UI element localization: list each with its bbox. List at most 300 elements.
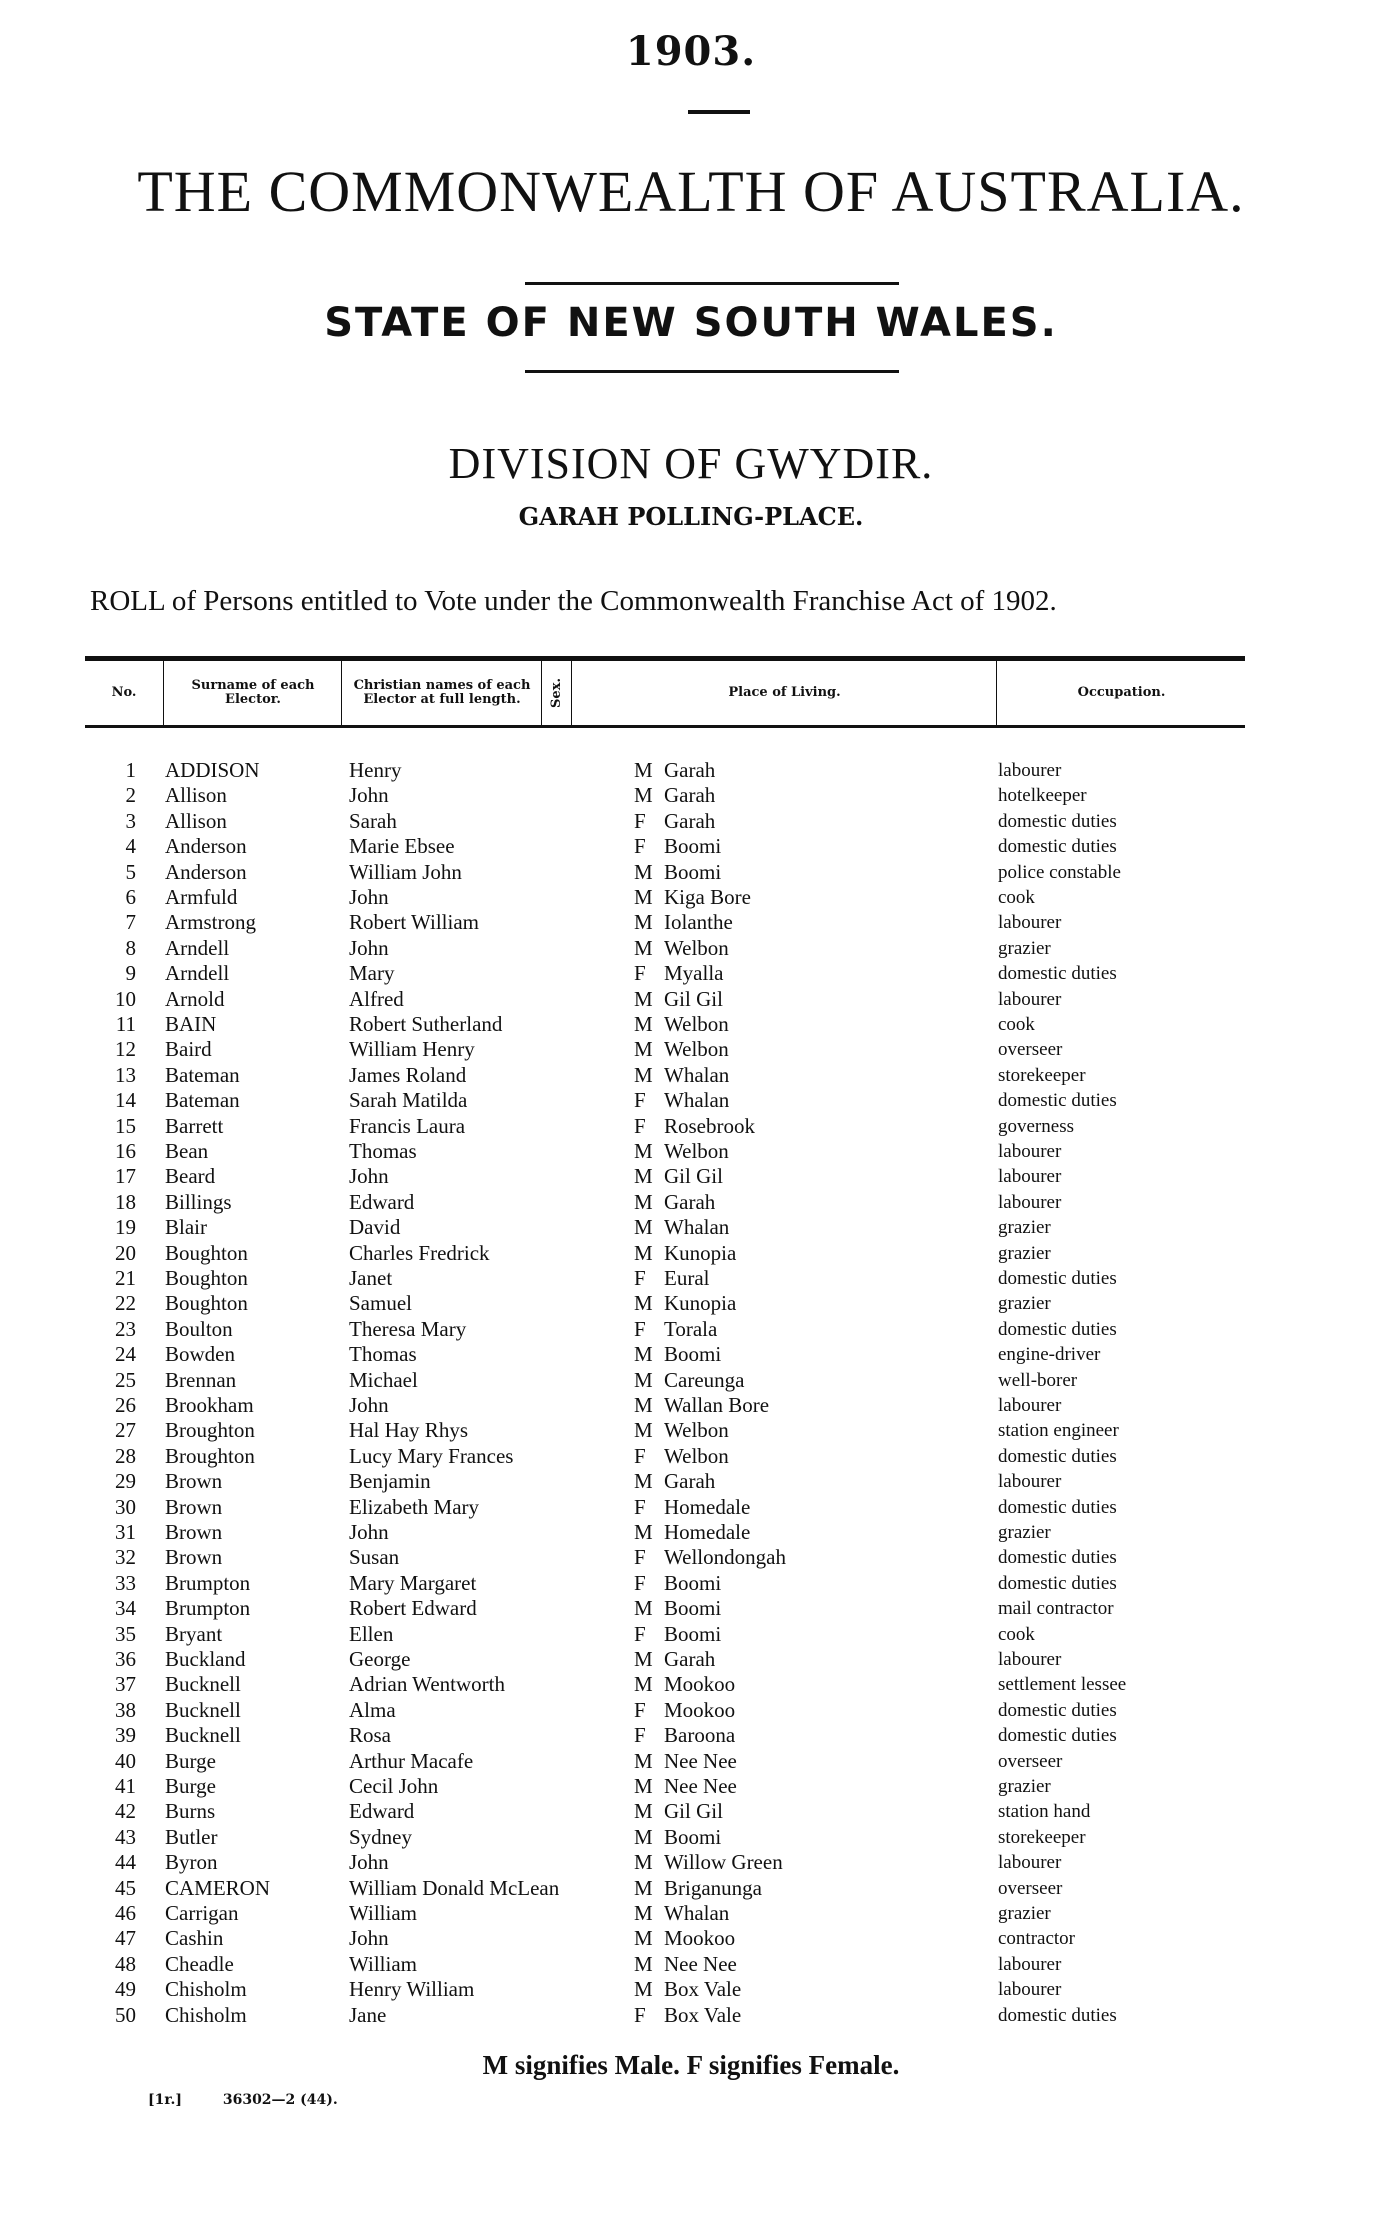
elector-no: 45 bbox=[115, 1875, 136, 1900]
elector-surname: Bucknell bbox=[165, 1697, 241, 1722]
elector-surname: Bowden bbox=[165, 1342, 235, 1367]
elector-surname: Brennan bbox=[165, 1367, 237, 1392]
elector-surname: Buckland bbox=[165, 1647, 246, 1671]
footer bbox=[148, 2092, 374, 2108]
elector-christian-names: William bbox=[349, 1951, 417, 1976]
elector-christian-names: John bbox=[349, 783, 389, 808]
elector-place: Homedale bbox=[664, 1494, 751, 1519]
elector-no: 35 bbox=[115, 1621, 136, 1646]
elector-sex: M bbox=[634, 1596, 653, 1621]
elector-sex: M bbox=[634, 1799, 653, 1824]
elector-occupation: domestic duties bbox=[998, 1090, 1117, 1112]
elector-surname: Allison bbox=[165, 783, 227, 808]
elector-sex: F bbox=[634, 1621, 646, 1646]
elector-christian-names: Ellen bbox=[349, 1621, 394, 1646]
elector-place: Welbon bbox=[664, 1418, 729, 1443]
table-row bbox=[0, 1723, 1382, 1748]
elector-place: Whalan bbox=[664, 1901, 730, 1925]
elector-no: 11 bbox=[115, 1012, 136, 1036]
elector-sex: F bbox=[634, 1088, 646, 1113]
state-heading: STATE OF NEW SOUTH WALES. bbox=[324, 300, 1058, 346]
elector-place: Garah bbox=[664, 1647, 716, 1671]
elector-no: 46 bbox=[115, 1901, 136, 1925]
division-heading: DIVISION OF GWYDIR. bbox=[448, 439, 934, 488]
elector-christian-names: Robert William bbox=[349, 910, 479, 935]
elector-christian-names: Sydney bbox=[349, 1824, 412, 1849]
elector-occupation: station hand bbox=[998, 1801, 1091, 1823]
table-row bbox=[0, 1037, 1382, 1062]
elector-occupation: labourer bbox=[998, 1471, 1062, 1493]
elector-place: Whalan bbox=[664, 1062, 730, 1087]
elector-occupation: labourer bbox=[998, 988, 1062, 1010]
elector-no: 7 bbox=[125, 910, 136, 935]
table-row bbox=[0, 1799, 1382, 1824]
elector-surname: Chisholm bbox=[165, 2002, 247, 2027]
elector-no: 17 bbox=[115, 1164, 136, 1189]
elector-sex: M bbox=[634, 1647, 653, 1671]
elector-sex: M bbox=[634, 885, 653, 909]
elector-christian-names: Hal Hay Rhys bbox=[349, 1418, 468, 1443]
rule-title bbox=[525, 282, 899, 285]
elector-christian-names: Michael bbox=[349, 1367, 418, 1392]
elector-christian-names: Robert Sutherland bbox=[349, 1012, 503, 1036]
elector-occupation: domestic duties bbox=[998, 963, 1117, 985]
table-row bbox=[0, 1825, 1382, 1850]
elector-occupation: grazier bbox=[998, 1293, 1051, 1315]
elector-place: Welbon bbox=[664, 1037, 729, 1062]
elector-surname: Butler bbox=[165, 1824, 218, 1849]
elector-occupation: labourer bbox=[998, 1979, 1062, 2001]
elector-sex: M bbox=[634, 1520, 653, 1544]
table-row bbox=[0, 987, 1382, 1012]
elector-occupation: domestic duties bbox=[998, 1445, 1117, 1467]
elector-sex: M bbox=[634, 1240, 653, 1265]
table-row bbox=[0, 1977, 1382, 2002]
elector-no: 21 bbox=[115, 1266, 136, 1290]
elector-no: 9 bbox=[125, 961, 136, 986]
elector-surname: BAIN bbox=[165, 1012, 217, 1036]
elector-christian-names: Samuel bbox=[349, 1291, 412, 1316]
col-occupation: Occupation. bbox=[996, 661, 1246, 725]
elector-surname: Arnold bbox=[165, 986, 225, 1011]
elector-surname: Cheadle bbox=[165, 1951, 234, 1976]
elector-no: 18 bbox=[115, 1189, 136, 1214]
polling-place: GARAH POLLING-PLACE. bbox=[518, 502, 864, 531]
elector-christian-names: Mary bbox=[349, 961, 395, 986]
elector-sex: F bbox=[634, 961, 646, 986]
elector-surname: Brown bbox=[165, 1520, 223, 1544]
elector-place: Kunopia bbox=[664, 1240, 737, 1265]
table-row bbox=[0, 2003, 1382, 2028]
elector-sex: M bbox=[634, 1062, 653, 1087]
elector-place: Garah bbox=[664, 1469, 716, 1494]
elector-occupation: labourer bbox=[998, 1852, 1062, 1874]
elector-surname: Barrett bbox=[165, 1113, 224, 1138]
table-row bbox=[0, 1952, 1382, 1977]
elector-surname: Bean bbox=[165, 1139, 209, 1163]
elector-place: Welbon bbox=[664, 935, 729, 960]
elector-no: 32 bbox=[115, 1545, 136, 1570]
elector-occupation: labourer bbox=[998, 760, 1062, 781]
table-row bbox=[0, 1749, 1382, 1774]
elector-place: Boomi bbox=[664, 834, 722, 859]
elector-occupation: labourer bbox=[998, 1953, 1062, 1975]
rule-year bbox=[688, 110, 750, 114]
elector-surname: Armfuld bbox=[165, 885, 238, 909]
elector-place: Mookoo bbox=[664, 1672, 736, 1697]
elector-christian-names: Edward bbox=[349, 1799, 415, 1824]
elector-place: Nee Nee bbox=[664, 1748, 737, 1773]
elector-place: Mookoo bbox=[664, 1697, 736, 1722]
elector-occupation: governess bbox=[998, 1115, 1074, 1137]
table-header bbox=[85, 656, 1245, 728]
table-row bbox=[0, 1393, 1382, 1418]
table-row bbox=[0, 1698, 1382, 1723]
elector-christian-names: John bbox=[349, 1393, 389, 1417]
elector-occupation: hotelkeeper bbox=[998, 785, 1087, 807]
elector-place: Welbon bbox=[664, 1012, 729, 1036]
elector-surname: Chisholm bbox=[165, 1977, 247, 2002]
elector-christian-names: Cecil John bbox=[349, 1774, 439, 1798]
page-title: THE COMMONWEALTH OF AUSTRALIA. bbox=[137, 159, 1245, 224]
elector-christian-names: John bbox=[349, 1520, 389, 1544]
table-row bbox=[0, 1317, 1382, 1342]
elector-place: Whalan bbox=[664, 1088, 730, 1113]
elector-place: Boomi bbox=[664, 859, 722, 884]
elector-christian-names: David bbox=[349, 1215, 401, 1240]
elector-place: Garah bbox=[664, 758, 716, 782]
elector-no: 30 bbox=[115, 1494, 136, 1519]
elector-surname: Brown bbox=[165, 1469, 223, 1494]
elector-no: 44 bbox=[115, 1850, 136, 1875]
elector-occupation: settlement lessee bbox=[998, 1674, 1127, 1696]
elector-place: Briganunga bbox=[664, 1875, 762, 1900]
elector-occupation: grazier bbox=[998, 1242, 1051, 1264]
elector-no: 22 bbox=[115, 1291, 136, 1316]
table-row bbox=[0, 936, 1382, 961]
elector-christian-names: Alfred bbox=[349, 986, 404, 1011]
elector-occupation: domestic duties bbox=[998, 1547, 1117, 1569]
elector-place: Boomi bbox=[664, 1342, 722, 1367]
elector-surname: Bateman bbox=[165, 1088, 240, 1113]
elector-christian-names: John bbox=[349, 1164, 389, 1189]
elector-occupation: well-borer bbox=[998, 1369, 1078, 1391]
elector-sex: F bbox=[634, 1494, 646, 1519]
elector-no: 15 bbox=[115, 1113, 136, 1138]
elector-surname: Byron bbox=[165, 1850, 218, 1875]
elector-sex: M bbox=[634, 859, 653, 884]
elector-surname: Burge bbox=[165, 1774, 216, 1798]
elector-surname: Burge bbox=[165, 1748, 216, 1773]
elector-christian-names: John bbox=[349, 885, 389, 909]
elector-christian-names: John bbox=[349, 1850, 389, 1875]
elector-place: Rosebrook bbox=[664, 1113, 755, 1138]
elector-occupation: overseer bbox=[998, 1750, 1063, 1772]
table-row bbox=[0, 1647, 1382, 1672]
elector-christian-names: Francis Laura bbox=[349, 1113, 466, 1138]
elector-no: 41 bbox=[115, 1774, 136, 1798]
elector-sex: M bbox=[634, 1367, 653, 1392]
elector-place: Welbon bbox=[664, 1139, 729, 1163]
elector-sex: M bbox=[634, 1418, 653, 1443]
elector-no: 20 bbox=[115, 1240, 136, 1265]
elector-no: 38 bbox=[115, 1697, 136, 1722]
elector-surname: Bucknell bbox=[165, 1723, 241, 1748]
elector-place: Kunopia bbox=[664, 1291, 737, 1316]
elector-surname: Bryant bbox=[165, 1621, 223, 1646]
elector-surname: Burns bbox=[165, 1799, 216, 1824]
elector-occupation: labourer bbox=[998, 1166, 1062, 1188]
elector-sex: F bbox=[634, 1316, 646, 1341]
table-row bbox=[0, 1139, 1382, 1164]
table-row bbox=[0, 783, 1382, 808]
elector-christian-names: Henry William bbox=[349, 1977, 475, 2002]
elector-sex: M bbox=[634, 1139, 653, 1163]
elector-occupation: grazier bbox=[998, 937, 1051, 959]
elector-no: 3 bbox=[125, 808, 136, 833]
elector-place: Garah bbox=[664, 783, 716, 808]
elector-place: Boomi bbox=[664, 1570, 722, 1595]
elector-occupation: grazier bbox=[998, 1776, 1051, 1797]
table-row bbox=[0, 1215, 1382, 1240]
elector-surname: Armstrong bbox=[165, 910, 256, 935]
table-row bbox=[0, 1063, 1382, 1088]
elector-christian-names: Theresa Mary bbox=[349, 1316, 467, 1341]
elector-christian-names: Alma bbox=[349, 1697, 396, 1722]
elector-christian-names: Charles Fredrick bbox=[349, 1240, 490, 1265]
elector-sex: M bbox=[634, 1824, 653, 1849]
elector-christian-names: Rosa bbox=[349, 1723, 391, 1748]
elector-surname: Baird bbox=[165, 1037, 212, 1062]
elector-occupation: storekeeper bbox=[998, 1064, 1086, 1086]
elector-surname: ADDISON bbox=[165, 758, 260, 782]
roll-heading: ROLL of Persons entitled to Vote under the Commonwealth Franchise Act of 1902. bbox=[90, 585, 1057, 617]
elector-sex: F bbox=[634, 1697, 646, 1722]
elector-no: 25 bbox=[115, 1367, 136, 1392]
elector-christian-names: Benjamin bbox=[349, 1469, 431, 1494]
table-row bbox=[0, 1342, 1382, 1367]
elector-christian-names: John bbox=[349, 1926, 389, 1951]
elector-occupation: domestic duties bbox=[998, 2004, 1117, 2026]
elector-occupation: engine-driver bbox=[998, 1344, 1101, 1366]
elector-place: Mookoo bbox=[664, 1926, 736, 1951]
elector-surname: Carrigan bbox=[165, 1901, 239, 1925]
elector-sex: M bbox=[634, 1926, 653, 1951]
elector-no: 34 bbox=[115, 1596, 136, 1621]
table-row bbox=[0, 1774, 1382, 1799]
elector-surname: Brumpton bbox=[165, 1570, 251, 1595]
elector-no: 12 bbox=[115, 1037, 136, 1062]
elector-sex: M bbox=[634, 1977, 653, 2002]
table-row bbox=[0, 1291, 1382, 1316]
table-row bbox=[0, 1596, 1382, 1621]
elector-sex: M bbox=[634, 1393, 653, 1417]
elector-place: Gil Gil bbox=[664, 1164, 723, 1189]
elector-place: Nee Nee bbox=[664, 1774, 737, 1798]
table-row bbox=[0, 910, 1382, 935]
elector-occupation: police constable bbox=[998, 861, 1121, 883]
elector-place: Torala bbox=[664, 1316, 718, 1341]
table-row bbox=[0, 860, 1382, 885]
elector-surname: Brumpton bbox=[165, 1596, 251, 1621]
elector-place: Welbon bbox=[664, 1443, 729, 1468]
table-row bbox=[0, 758, 1382, 783]
elector-occupation: domestic duties bbox=[998, 1318, 1117, 1340]
elector-sex: M bbox=[634, 758, 653, 782]
elector-occupation: domestic duties bbox=[998, 836, 1117, 858]
elector-occupation: domestic duties bbox=[998, 1699, 1117, 1721]
elector-occupation: domestic duties bbox=[998, 1268, 1117, 1289]
elector-no: 19 bbox=[115, 1215, 136, 1240]
elector-place: Wellondongah bbox=[664, 1545, 786, 1570]
elector-no: 49 bbox=[115, 1977, 136, 2002]
table-row bbox=[0, 1622, 1382, 1647]
elector-no: 50 bbox=[115, 2002, 136, 2027]
elector-sex: F bbox=[634, 1443, 646, 1468]
col-sex bbox=[541, 661, 572, 725]
elector-sex: M bbox=[634, 910, 653, 935]
table-row bbox=[0, 1545, 1382, 1570]
elector-sex: F bbox=[634, 834, 646, 859]
elector-no: 31 bbox=[115, 1520, 136, 1544]
elector-surname: Arndell bbox=[165, 961, 230, 986]
elector-place: Myalla bbox=[664, 961, 724, 986]
elector-christian-names: William bbox=[349, 1901, 417, 1925]
elector-sex: M bbox=[634, 1875, 653, 1900]
elector-sex: F bbox=[634, 2002, 646, 2027]
table-row bbox=[0, 1444, 1382, 1469]
table-row bbox=[0, 1114, 1382, 1139]
elector-occupation: station engineer bbox=[998, 1420, 1119, 1442]
elector-surname: Anderson bbox=[165, 859, 247, 884]
elector-surname: Boughton bbox=[165, 1266, 248, 1290]
elector-occupation: storekeeper bbox=[998, 1826, 1086, 1848]
elector-christian-names: Sarah bbox=[349, 808, 397, 833]
elector-christian-names: Janet bbox=[349, 1266, 393, 1290]
elector-occupation: domestic duties bbox=[998, 1572, 1117, 1594]
col-no: No. bbox=[111, 685, 137, 700]
elector-place: Box Vale bbox=[664, 1977, 742, 2002]
elector-sex: F bbox=[634, 1266, 646, 1290]
elector-sex: M bbox=[634, 1215, 653, 1240]
elector-no: 37 bbox=[115, 1672, 136, 1697]
elector-place: Gil Gil bbox=[664, 986, 723, 1011]
elector-place: Garah bbox=[664, 1189, 716, 1214]
elector-christian-names: George bbox=[349, 1647, 411, 1671]
elector-place: Boomi bbox=[664, 1621, 722, 1646]
elector-sex: M bbox=[634, 1901, 653, 1925]
elector-place: Baroona bbox=[664, 1723, 736, 1748]
elector-sex: F bbox=[634, 1545, 646, 1570]
elector-occupation: cook bbox=[998, 887, 1035, 908]
elector-occupation: domestic duties bbox=[998, 810, 1117, 832]
elector-surname: Brown bbox=[165, 1494, 223, 1519]
elector-no: 24 bbox=[115, 1342, 136, 1367]
elector-sex: M bbox=[634, 935, 653, 960]
elector-christian-names: Marie Ebsee bbox=[349, 834, 455, 859]
table-row bbox=[0, 1241, 1382, 1266]
elector-occupation: domestic duties bbox=[998, 1725, 1117, 1747]
elector-christian-names: Arthur Macafe bbox=[349, 1748, 474, 1773]
elector-place: Homedale bbox=[664, 1520, 751, 1544]
elector-surname: Bucknell bbox=[165, 1672, 241, 1697]
elector-sex: F bbox=[634, 1113, 646, 1138]
elector-surname: Boughton bbox=[165, 1291, 248, 1316]
elector-surname: Bateman bbox=[165, 1062, 240, 1087]
elector-sex: M bbox=[634, 1342, 653, 1367]
table-row bbox=[0, 1495, 1382, 1520]
elector-sex: M bbox=[634, 783, 653, 808]
table-row bbox=[0, 809, 1382, 834]
elector-sex: M bbox=[634, 1291, 653, 1316]
elector-no: 23 bbox=[115, 1316, 136, 1341]
elector-surname: Blair bbox=[165, 1215, 207, 1240]
elector-sex: M bbox=[634, 986, 653, 1011]
elector-christian-names: Thomas bbox=[349, 1139, 417, 1163]
elector-no: 5 bbox=[125, 859, 136, 884]
elector-surname: Arndell bbox=[165, 935, 230, 960]
elector-surname: Boulton bbox=[165, 1316, 233, 1341]
table-row bbox=[0, 1368, 1382, 1393]
elector-no: 2 bbox=[125, 783, 136, 808]
elector-surname: Boughton bbox=[165, 1240, 248, 1265]
elector-surname: Broughton bbox=[165, 1443, 255, 1468]
elector-place: Gil Gil bbox=[664, 1799, 723, 1824]
elector-sex: M bbox=[634, 1748, 653, 1773]
elector-christian-names: William Henry bbox=[349, 1037, 475, 1062]
elector-surname: Billings bbox=[165, 1189, 232, 1214]
elector-no: 36 bbox=[115, 1647, 136, 1671]
elector-occupation: labourer bbox=[998, 1649, 1062, 1670]
elector-christian-names: William John bbox=[349, 859, 462, 884]
elector-christian-names: Susan bbox=[349, 1545, 400, 1570]
table-row bbox=[0, 1266, 1382, 1291]
elector-no: 16 bbox=[115, 1139, 136, 1163]
elector-no: 8 bbox=[125, 935, 136, 960]
elector-surname: Broughton bbox=[165, 1418, 255, 1443]
elector-sex: F bbox=[634, 808, 646, 833]
elector-occupation: labourer bbox=[998, 912, 1062, 934]
elector-occupation: grazier bbox=[998, 1903, 1051, 1924]
elector-surname: Brown bbox=[165, 1545, 223, 1570]
table-row bbox=[0, 834, 1382, 859]
table-row bbox=[0, 1901, 1382, 1926]
elector-sex: M bbox=[634, 1469, 653, 1494]
elector-occupation: domestic duties bbox=[998, 1496, 1117, 1518]
elector-occupation: mail contractor bbox=[998, 1598, 1114, 1620]
elector-christian-names: Thomas bbox=[349, 1342, 417, 1367]
elector-occupation: labourer bbox=[998, 1141, 1062, 1162]
elector-place: Eural bbox=[664, 1266, 710, 1290]
table-row bbox=[0, 1418, 1382, 1443]
elector-occupation: cook bbox=[998, 1014, 1035, 1035]
elector-occupation: contractor bbox=[998, 1928, 1076, 1950]
elector-christian-names: Edward bbox=[349, 1189, 415, 1214]
elector-place: Iolanthe bbox=[664, 910, 733, 935]
elector-place: Boomi bbox=[664, 1824, 722, 1849]
elector-sex: M bbox=[634, 1164, 653, 1189]
table-row bbox=[0, 1876, 1382, 1901]
elector-no: 27 bbox=[115, 1418, 136, 1443]
footer-code: 36302—2 (44). bbox=[222, 2092, 338, 2108]
col-place: Place of Living. bbox=[571, 661, 997, 725]
elector-occupation: overseer bbox=[998, 1039, 1063, 1061]
col-christian: Christian names of each Elector at full length. bbox=[341, 661, 542, 725]
rule-state bbox=[525, 370, 899, 373]
elector-christian-names: Jane bbox=[349, 2002, 387, 2027]
table-row bbox=[0, 1850, 1382, 1875]
elector-no: 42 bbox=[115, 1799, 136, 1824]
